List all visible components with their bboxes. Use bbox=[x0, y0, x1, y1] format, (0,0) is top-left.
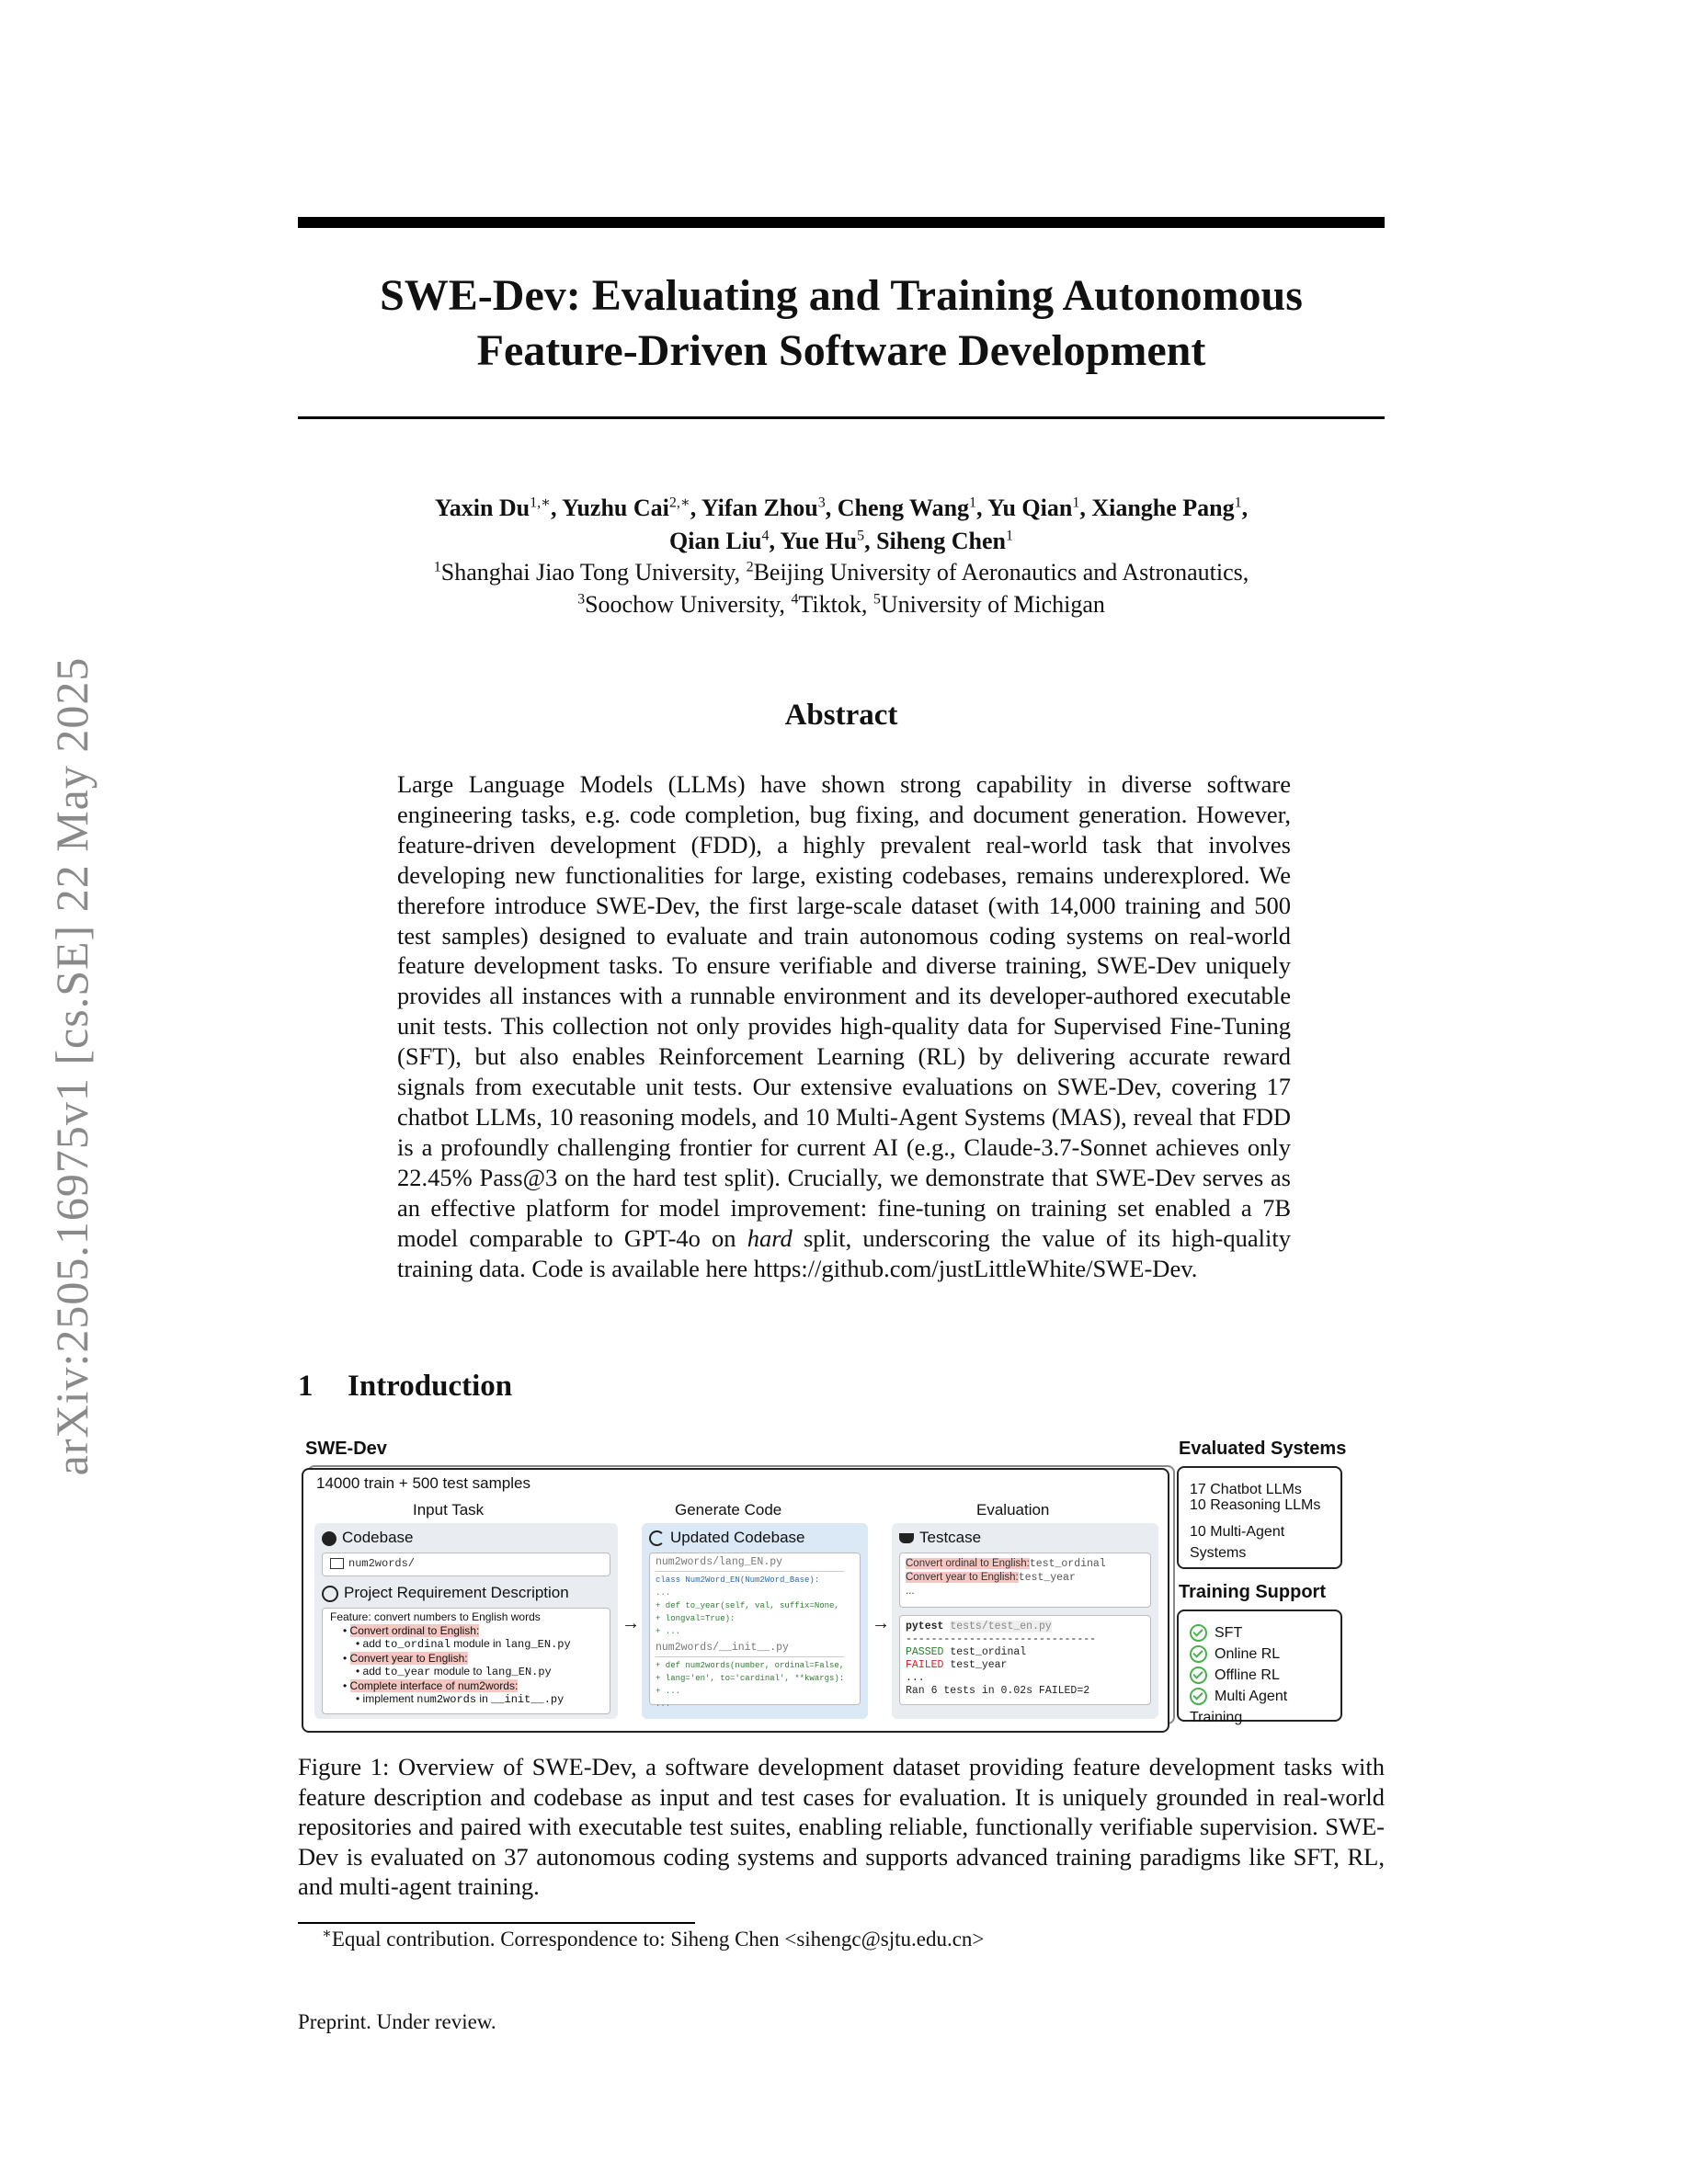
arxiv-id: arXiv:2505.16975v1 [cs.SE] 22 May 2025 bbox=[46, 656, 97, 1476]
affil-line-2: $^3$Soochow University, $^4$Tiktok, $^5$University of Michigan bbox=[577, 591, 1105, 618]
abstract-italic: hard bbox=[747, 1223, 793, 1252]
author-sup: 3 bbox=[817, 495, 826, 511]
section-heading bbox=[298, 1370, 512, 1404]
author-sup: 1 bbox=[1072, 495, 1080, 511]
file-path: num2words/__init__.py bbox=[656, 1642, 789, 1654]
requirement-1: Convert ordinal to English: bbox=[349, 1623, 480, 1637]
prd-title: Project Requirement Description bbox=[322, 1584, 569, 1602]
evaluation-panel bbox=[892, 1523, 1158, 1719]
footnote: ∗Equal contribution. Correspondence to: Siheng Chen <sihengc@sjtu.edu.cn> bbox=[322, 1926, 985, 1951]
generate-code-panel bbox=[642, 1523, 868, 1719]
title-line-2: Feature-Driven Software Development bbox=[476, 326, 1206, 375]
testcase-box: Convert ordinal to English:test_ordinal Convert year to English:test_year ... bbox=[899, 1553, 1151, 1608]
author: Yuzhu Cai bbox=[562, 495, 669, 521]
check-circle-icon bbox=[1190, 1688, 1207, 1705]
training-item: Multi Agent Training bbox=[1190, 1689, 1288, 1725]
abstract-heading: Abstract bbox=[784, 699, 898, 732]
code-diff: num2words/lang_EN.py class Num2Word_EN(Num2Word_Base): ... + def to_year(self, val, suffix=None, + longval=True): + ... num2words/__init__.py + def num2words(number, ordinal=False, + lang='en', to='cardinal', **kwargs): + ... ... bbox=[656, 1556, 845, 1709]
author-sup: 1 bbox=[1234, 495, 1242, 511]
evaluated-item: 10 Reasoning LLMs bbox=[1190, 1497, 1321, 1513]
target-icon bbox=[322, 1586, 338, 1602]
author-sup: 2,∗ bbox=[668, 495, 690, 511]
prd-box bbox=[322, 1608, 610, 1714]
affiliation: Shanghai Jiao Tong University bbox=[440, 559, 735, 586]
title-bottom-rule bbox=[298, 416, 1385, 419]
col-eval-title: Evaluation bbox=[976, 1501, 1050, 1519]
author: Cheng Wang bbox=[837, 495, 970, 521]
affiliation: Soochow University bbox=[585, 591, 780, 618]
evaluated-item: 10 Multi-Agent Systems bbox=[1190, 1524, 1285, 1561]
abstract-body: Large Language Models (LLMs) have shown strong capability in diverse software engineering tasks, e.g. code completion, bug fixing, and document generation. However, feature-driven development (FDD), a highly prevalent real-world task that involves developing new functionalities for large, existing codebases, remains underexplored. We therefore introduce SWE-Dev, the first large-scale dataset (with 14,000 training and 500 test samples) designed to evaluate and train autonomous coding systems on real-world feature development tasks. To ensure verifiable and diverse training, SWE-Dev uniquely provides all instances with a runnable environment and its developer-authored executable unit tests. This collection not only provides high-quality data for Supervised Fine-Tuning (SFT), but also enables Reinforcement Learning (RL) by delivering accurate reward signals from executable unit tests. Our extensive evaluations on SWE-Dev, covering 17 chatbot LLMs, 10 reasoning models, and 10 Multi-Agent Systems (MAS), reveal that FDD is a profoundly challenging frontier for current AI (e.g., Claude-3.7-Sonnet achieves only 22.45% Pass@3 on the hard test split). Crucially, we demonstrate that SWE-Dev serves as an effective platform for model improvement: fine-tuning on training set enabled a 7B model comparable to GPT-4o on hard split, underscoring the value of its high-quality training data. Code is available here https://github.com/justLittleWhite/SWE-Dev. bbox=[397, 770, 1291, 1282]
title-top-rule bbox=[298, 217, 1385, 228]
author-sup: 4 bbox=[761, 528, 770, 544]
arxiv-stamp bbox=[35, 570, 108, 1563]
prd-content: Feature: convert numbers to English words • Convert ordinal to English: • add to_ordinal module in lang_EN.py • Convert year to English: • add to_year module to lang_EN.py • Complete interface of num2words: • implement num2words in __init__.py bbox=[330, 1610, 571, 1706]
figure-1 bbox=[298, 1439, 1385, 1737]
check-circle-icon bbox=[1190, 1645, 1207, 1663]
arrow-right-icon: → bbox=[622, 1613, 640, 1633]
affiliations bbox=[298, 556, 1385, 620]
file-path: num2words/lang_EN.py bbox=[656, 1556, 783, 1568]
pytest-output-box bbox=[899, 1615, 1151, 1705]
figure-caption: Figure 1: Overview of SWE-Dev, a software development dataset providing feature development tasks with feature description and codebase as input and test cases for evaluation. It is uniquely grounded in real-world repositories and paired with executable test suites, enabling reliable, functionally verifiable supervision. SWE-Dev is evaluated on 37 autonomous coding systems and supports advanced training paradigms like SFT, RL, and multi-agent training. bbox=[298, 1753, 1385, 1901]
col-input-title: Input Task bbox=[413, 1501, 485, 1519]
folder-icon bbox=[330, 1558, 344, 1569]
training-item: SFT bbox=[1190, 1622, 1340, 1644]
refresh-icon bbox=[649, 1530, 665, 1546]
preprint-note: Preprint. Under review. bbox=[298, 2010, 496, 2033]
training-item: Offline RL bbox=[1190, 1665, 1340, 1686]
affiliation: Beijing University of Aeronautics and Astronautics bbox=[753, 559, 1243, 586]
swe-dev-label: SWE-Dev bbox=[305, 1439, 387, 1459]
samples-label: 14000 train + 500 test samples bbox=[316, 1474, 530, 1492]
codebase-title: Codebase bbox=[322, 1529, 414, 1547]
author: Siheng Chen bbox=[876, 528, 1006, 554]
training-support-box bbox=[1177, 1610, 1342, 1725]
input-task-panel bbox=[314, 1523, 618, 1719]
author-line-2: Qian Liu$^4$, Yue Hu$^5$, Siheng Chen$^1$ bbox=[669, 528, 1013, 554]
codebase-path-box: num2words/ bbox=[322, 1553, 610, 1576]
testcase-title: Testcase bbox=[899, 1529, 981, 1547]
section-title: Introduction bbox=[348, 1370, 513, 1403]
requirement-2: Convert year to English: bbox=[349, 1651, 468, 1665]
author: Yaxin Du bbox=[434, 495, 530, 521]
check-circle-icon bbox=[1190, 1624, 1207, 1642]
author: Xianghe Pang bbox=[1091, 495, 1235, 521]
requirement-3: Complete interface of num2words: bbox=[349, 1678, 519, 1692]
github-icon bbox=[322, 1531, 336, 1546]
author-list bbox=[298, 492, 1385, 558]
paper-title bbox=[298, 268, 1385, 379]
training-item: Online RL bbox=[1190, 1644, 1340, 1665]
pytest-output: pytest tests/test_en.py ------------------------------ PASSED test_ordinal FAILED test_year ... Ran 6 tests in 0.02s FAILED=2 bbox=[906, 1621, 1097, 1697]
evaluated-systems-box bbox=[1177, 1466, 1342, 1569]
code-diff-box bbox=[649, 1553, 861, 1709]
evaluated-item: 17 Chatbot LLMs bbox=[1190, 1482, 1302, 1497]
evaluated-systems-title: Evaluated Systems bbox=[1179, 1439, 1347, 1459]
check-circle-icon bbox=[1190, 1666, 1207, 1684]
title-line-1: SWE-Dev: Evaluating and Training Autonomous bbox=[380, 271, 1303, 320]
affiliation: Tiktok bbox=[798, 591, 861, 618]
affiliation: University of Michigan bbox=[880, 591, 1105, 618]
author-sup: 1 bbox=[969, 495, 977, 511]
training-support-title: Training Support bbox=[1179, 1582, 1326, 1602]
affil-line-1: $^1$Shanghai Jiao Tong University, $^2$Beijing University of Aeronautics and Astronautics, bbox=[433, 559, 1249, 586]
author-sup: 1,∗ bbox=[530, 495, 552, 511]
author-sup: 1 bbox=[1005, 528, 1013, 544]
author: Yue Hu bbox=[780, 528, 858, 554]
docker-icon bbox=[899, 1533, 914, 1543]
updated-codebase-title: Updated Codebase bbox=[649, 1529, 805, 1547]
footnote-rule bbox=[298, 1922, 695, 1924]
col-generate-title: Generate Code bbox=[675, 1501, 782, 1519]
section-number: 1 bbox=[298, 1370, 314, 1403]
author: Qian Liu bbox=[669, 528, 762, 554]
author: Yifan Zhou bbox=[701, 495, 818, 521]
arrow-right-icon: → bbox=[872, 1613, 890, 1633]
author-line-1: Yaxin $Du^{1,∗}$, Yuzhu Cai$^{2,∗}$, Yifan Zhou$^3$, Cheng Wang$^1$, Yu Qian$^1$, Xianghe Pang$^1$, bbox=[434, 495, 1249, 521]
author: Yu Qian bbox=[987, 495, 1073, 521]
author-sup: 5 bbox=[857, 528, 865, 544]
